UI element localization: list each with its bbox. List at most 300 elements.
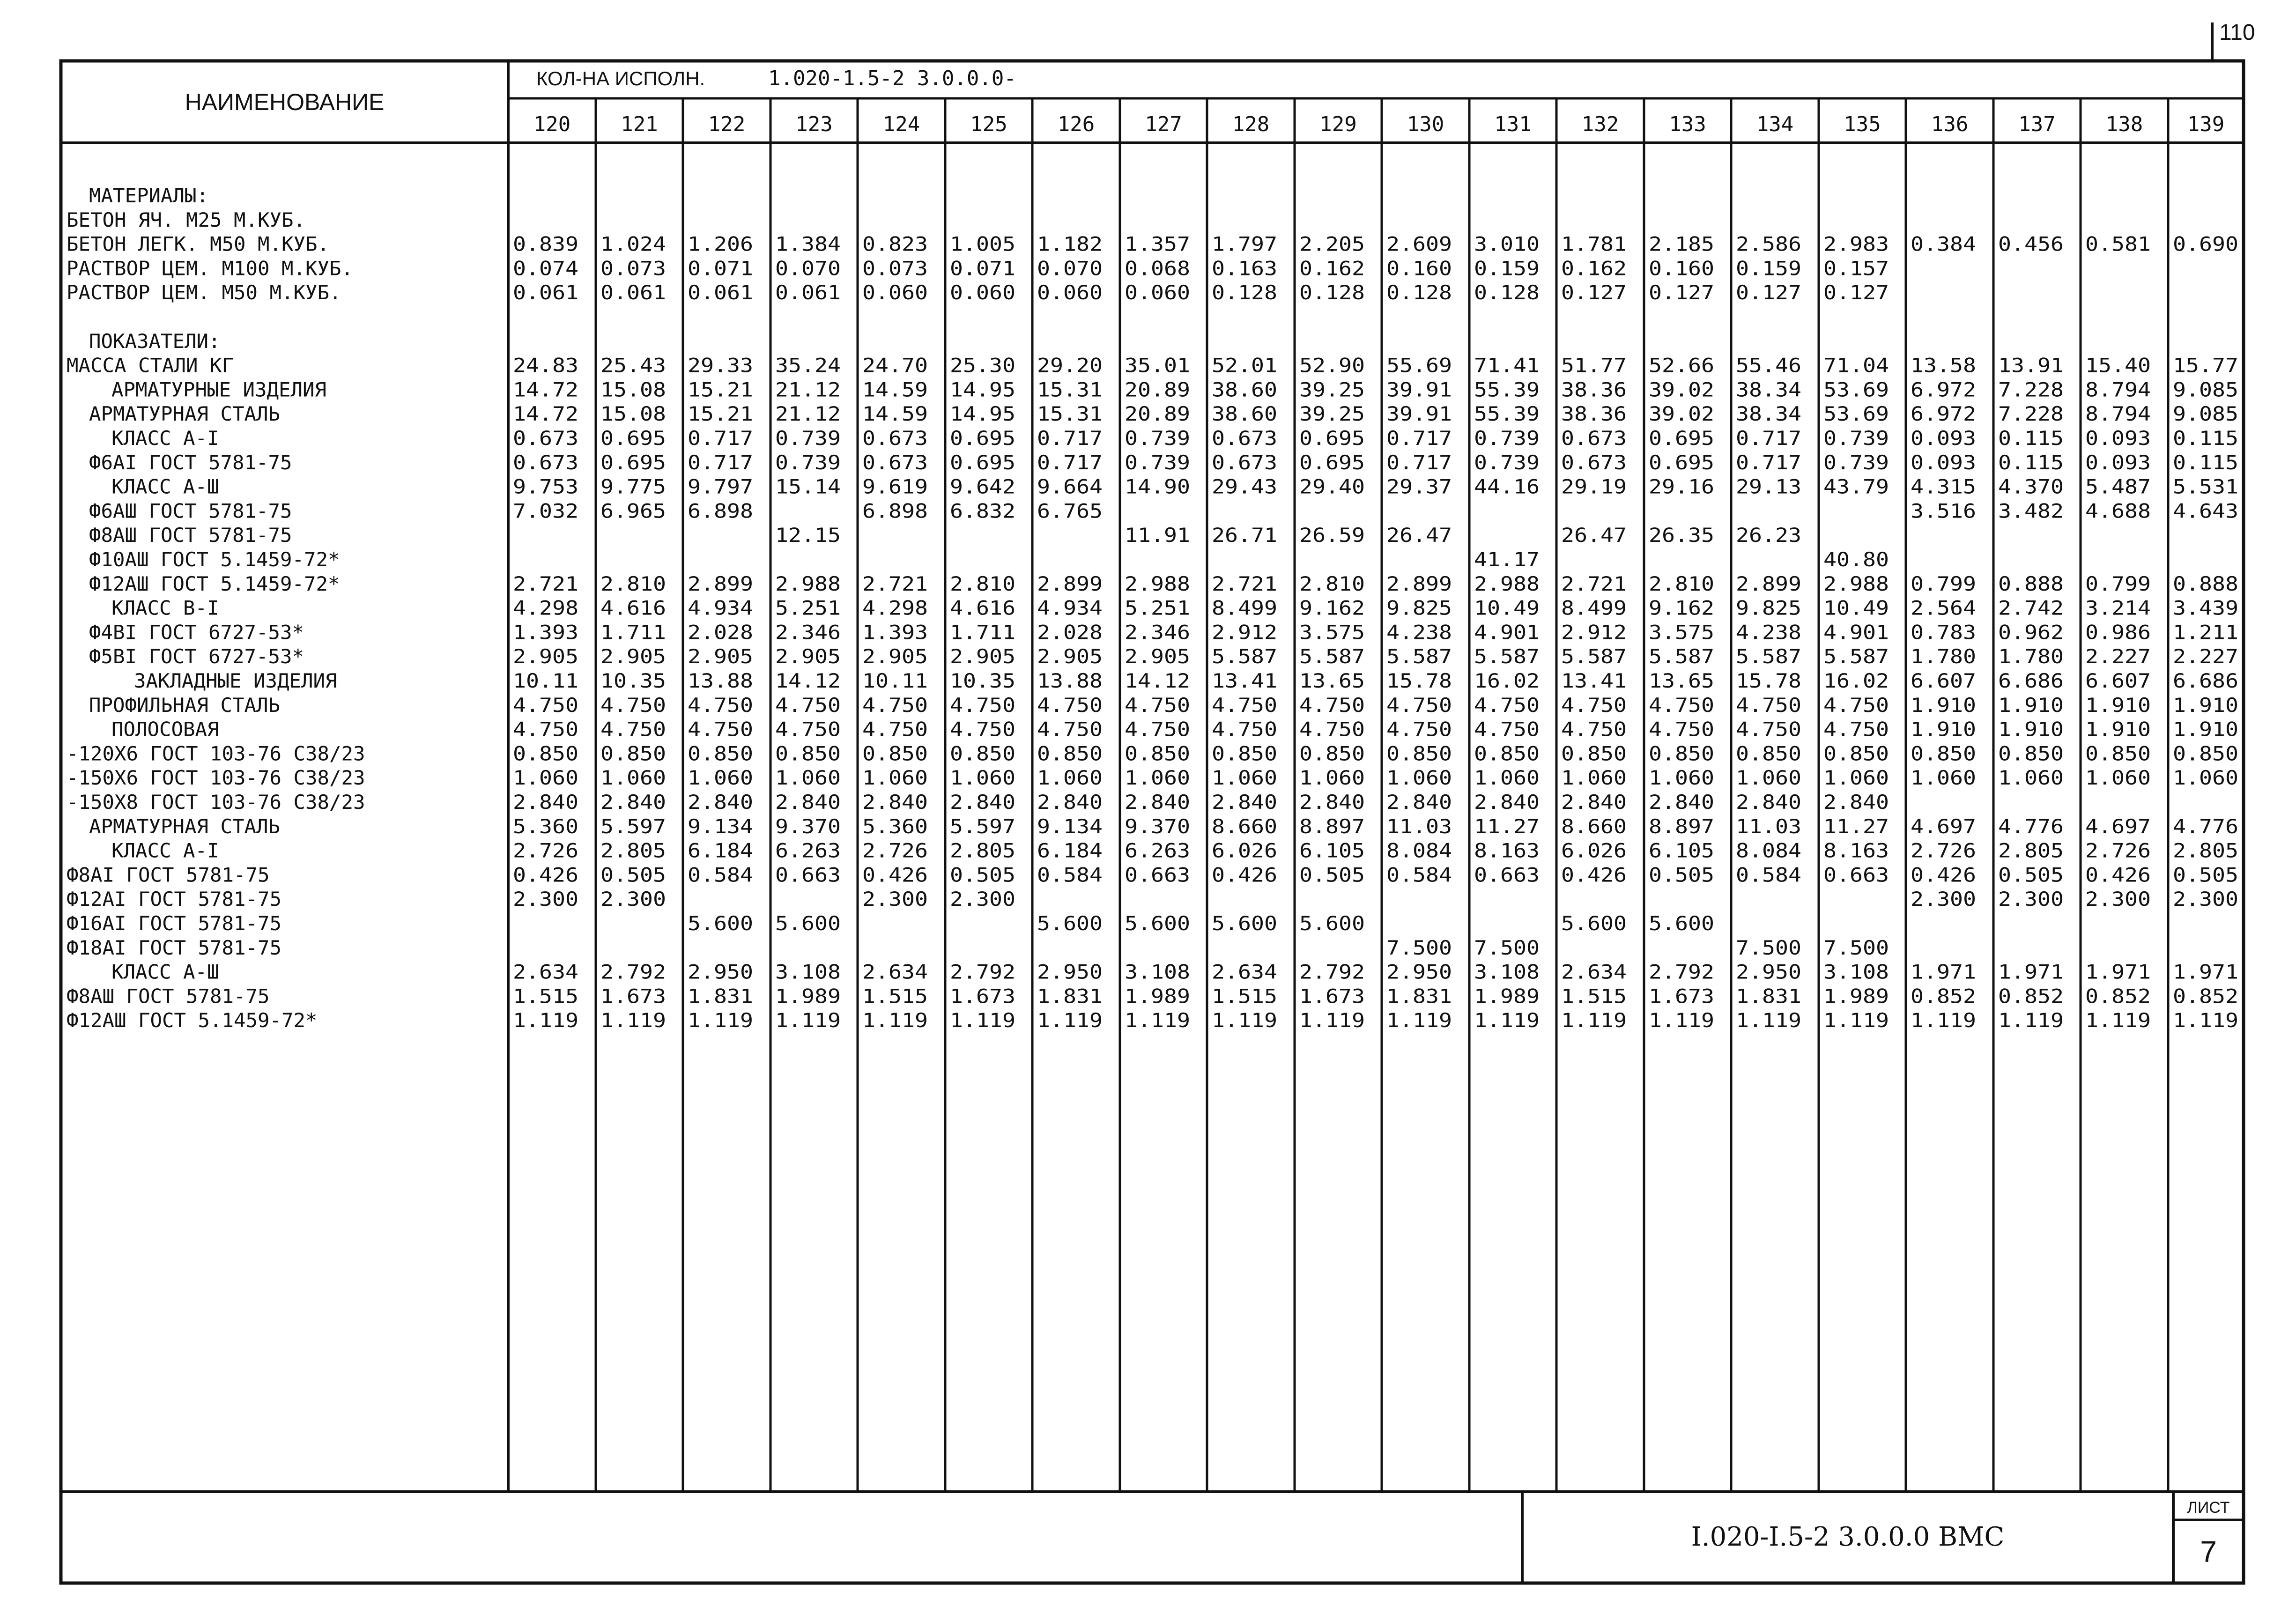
table-cell: 14.59 (862, 378, 928, 401)
table-cell: 26.35 (1649, 524, 1714, 547)
table-cell: 13.65 (1649, 669, 1714, 692)
table-cell: 14.90 (1125, 475, 1190, 498)
table-cell: 5.587 (1299, 645, 1365, 668)
row-label: ПОКАЗАТЕЛИ: (89, 329, 221, 353)
table-cell: 1.119 (1386, 1009, 1452, 1032)
table-cell: 0.160 (1649, 257, 1714, 280)
table-cell: 1.060 (1125, 766, 1190, 790)
table-cell: 2.185 (1649, 232, 1714, 256)
table-cell: 0.426 (1911, 863, 1976, 887)
table-cell: 0.093 (2085, 427, 2151, 450)
row-label: Ф16АI ГОСТ 5781-75 (67, 912, 281, 935)
table-cell: 2.792 (950, 960, 1015, 984)
table-cell: 4.750 (1037, 718, 1103, 741)
table-cell: 38.60 (1212, 402, 1277, 426)
row-label: КЛАСС А-Ш (111, 960, 219, 984)
table-cell: 1.060 (600, 766, 666, 790)
table-cell: 5.600 (775, 912, 841, 935)
table-cell: 2.564 (1911, 596, 1976, 620)
table-cell: 6.686 (2173, 669, 2238, 692)
table-cell: 6.184 (688, 839, 753, 862)
table-cell: 1.910 (2085, 693, 2151, 717)
table-cell: 2.810 (950, 572, 1015, 595)
table-cell: 38.34 (1736, 402, 1801, 426)
table-cell: 15.08 (600, 378, 666, 401)
table-cell: 2.300 (513, 888, 578, 911)
table-cell: 4.238 (1736, 621, 1801, 644)
table-cell: 1.060 (1649, 766, 1714, 790)
table-cell: 2.586 (1736, 232, 1801, 256)
table-cell: 2.840 (1474, 791, 1540, 814)
table-cell: 2.988 (1474, 572, 1540, 595)
column-header: 130 (1407, 112, 1444, 136)
table-cell: 2.950 (688, 960, 753, 984)
row-label: Ф4ВI ГОСТ 6727-53* (89, 621, 304, 644)
table-cell: 2.905 (600, 645, 666, 668)
table-cell: 24.70 (862, 354, 928, 377)
table-cell: 38.36 (1561, 402, 1627, 426)
table-cell: 10.49 (1823, 596, 1889, 620)
table-cell: 4.934 (688, 596, 753, 620)
table-cell: 0.739 (1125, 451, 1190, 474)
column-header: 129 (1319, 112, 1357, 136)
column-header: 138 (2105, 112, 2143, 136)
table-cell: 4.238 (1386, 621, 1452, 644)
table-cell: 4.697 (2085, 814, 2151, 838)
table-cell: 2.721 (513, 572, 578, 595)
table-cell: 71.04 (1823, 354, 1889, 377)
title-block (1522, 1492, 2244, 1583)
table-cell: 1.119 (1474, 1009, 1540, 1032)
table-cell: 44.16 (1474, 475, 1540, 498)
table-cell: 1.211 (2173, 621, 2238, 644)
table-cell: 0.850 (2173, 742, 2238, 765)
table-cell: 1.989 (1474, 985, 1540, 1008)
table-cell: 6.972 (1911, 378, 1976, 401)
table-cell: 2.950 (1736, 960, 1801, 984)
table-cell: 4.750 (1212, 693, 1277, 717)
row-label: -150Х6 ГОСТ 103-76 С38/23 (67, 766, 365, 790)
table-cell: 0.717 (1386, 451, 1452, 474)
table-cell: 1.119 (1037, 1009, 1103, 1032)
table-cell: 1.673 (1299, 985, 1365, 1008)
table-cell: 2.810 (600, 572, 666, 595)
table-cell: 0.128 (1474, 281, 1540, 304)
document-designation: I.020-I.5-2 3.0.0.0 ВМС (1691, 1522, 2005, 1552)
table-cell: 4.750 (1736, 693, 1801, 717)
table-cell: 2.899 (688, 572, 753, 595)
table-cell: 5.587 (1212, 645, 1277, 668)
column-header: 123 (795, 112, 833, 136)
table-cell: 2.840 (600, 791, 666, 814)
column-header: 132 (1581, 112, 1619, 136)
table-cell: 2.300 (2085, 888, 2151, 911)
table-cell: 0.850 (1736, 742, 1801, 765)
table-cell: 0.073 (862, 257, 928, 280)
table-cell: 1.831 (1736, 985, 1801, 1008)
table-cell: 1.119 (862, 1009, 928, 1032)
table-cell: 2.227 (2085, 645, 2151, 668)
column-header: 126 (1057, 112, 1095, 136)
table-cell: 2.028 (1037, 621, 1103, 644)
table-cell: 0.717 (1037, 451, 1103, 474)
table-cell: 5.487 (2085, 475, 2151, 498)
table-cell: 4.298 (513, 596, 578, 620)
table-cell: 15.14 (775, 475, 841, 498)
table-cell: 9.085 (2173, 402, 2238, 426)
table-cell: 2.840 (950, 791, 1015, 814)
table-cell: 9.797 (688, 475, 753, 498)
table-cell: 9.664 (1037, 475, 1103, 498)
table-cell: 0.162 (1561, 257, 1627, 280)
table-cell: 0.061 (513, 281, 578, 304)
table-cell: 13.41 (1561, 669, 1627, 692)
table-cell: 7.228 (1998, 378, 2064, 401)
table-cell: 20.89 (1125, 378, 1190, 401)
table-cell: 4.750 (1823, 718, 1889, 741)
table-cell: 0.061 (688, 281, 753, 304)
table-cell: 0.505 (1649, 863, 1714, 887)
table-cell: 2.205 (1299, 232, 1365, 256)
table-cell: 0.159 (1474, 257, 1540, 280)
table-cell: 2.988 (1125, 572, 1190, 595)
table-cell: 24.83 (513, 354, 578, 377)
table-cell: 4.643 (2173, 499, 2238, 523)
table-cell: 4.370 (1998, 475, 2064, 498)
table-cell: 2.840 (513, 791, 578, 814)
table-cell: 15.31 (1037, 378, 1103, 401)
table-cell: 26.23 (1736, 524, 1801, 547)
table-cell: 43.79 (1823, 475, 1889, 498)
table-cell: 1.393 (862, 621, 928, 644)
table-cell: 1.206 (688, 232, 753, 256)
row-label: АРМАТУРНЫЕ ИЗДЕЛИЯ (111, 378, 326, 401)
table-cell: 15.77 (2173, 354, 2238, 377)
table-cell: 0.888 (1998, 572, 2064, 595)
table-cell: 4.750 (862, 693, 928, 717)
table-cell: 5.597 (600, 814, 666, 838)
table-cell: 0.717 (1736, 451, 1801, 474)
table-cell: 26.71 (1212, 524, 1277, 547)
table-cell: 1.989 (1125, 985, 1190, 1008)
table-cell: 0.799 (2085, 572, 2151, 595)
row-label: Ф6АI ГОСТ 5781-75 (89, 451, 292, 474)
table-cell: 11.27 (1823, 814, 1889, 838)
table-cell: 1.910 (1911, 693, 1976, 717)
row-label: Ф18АI ГОСТ 5781-75 (67, 936, 281, 959)
table-cell: 1.060 (513, 766, 578, 790)
table-cell: 10.35 (600, 669, 666, 692)
row-label: Ф5ВI ГОСТ 6727-53* (89, 645, 304, 668)
table-cell: 1.711 (600, 621, 666, 644)
table-cell: 0.673 (1212, 427, 1277, 450)
table-cell: 5.600 (1561, 912, 1627, 935)
table-cell: 14.72 (513, 402, 578, 426)
table-cell: 0.093 (2085, 451, 2151, 474)
table-cell: 55.69 (1386, 354, 1452, 377)
table-cell: 55.39 (1474, 402, 1540, 426)
table-cell: 2.721 (1212, 572, 1277, 595)
table-cell: 3.482 (1998, 499, 2064, 523)
table-cell: 2.983 (1823, 232, 1889, 256)
table-cell: 1.673 (600, 985, 666, 1008)
row-label: Ф8АШ ГОСТ 5781-75 (67, 985, 270, 1008)
table-cell: 0.850 (1998, 742, 2064, 765)
table-cell: 0.127 (1561, 281, 1627, 304)
table-cell: 6.263 (1125, 839, 1190, 862)
table-cell: 1.060 (1212, 766, 1277, 790)
table-cell: 0.163 (1212, 257, 1277, 280)
table-cell: 2.726 (862, 839, 928, 862)
table-cell: 2.899 (1736, 572, 1801, 595)
table-cell: 1.005 (950, 232, 1015, 256)
table-cell: 1.119 (1998, 1009, 2064, 1032)
table-cell: 5.587 (1649, 645, 1714, 668)
name-column-header: НАИМЕНОВАНИЕ (185, 89, 385, 115)
table-cell: 8.084 (1736, 839, 1801, 862)
table-cell: 26.59 (1299, 524, 1365, 547)
table-cell: 0.850 (1561, 742, 1627, 765)
table-cell: 7.500 (1823, 936, 1889, 959)
table-cell: 1.393 (513, 621, 578, 644)
table-cell: 1.119 (1736, 1009, 1801, 1032)
table-cell: 1.780 (1911, 645, 1976, 668)
table-cell: 0.584 (688, 863, 753, 887)
table-cell: 5.597 (950, 814, 1015, 838)
table-cell: 71.41 (1474, 354, 1540, 377)
table-cell: 0.068 (1125, 257, 1190, 280)
table-cell: 29.13 (1736, 475, 1801, 498)
table-cell: 21.12 (775, 378, 841, 401)
column-header: 128 (1232, 112, 1270, 136)
table-cell: 0.823 (862, 232, 928, 256)
table-cell: 1.797 (1212, 232, 1277, 256)
table-cell: 0.060 (1125, 281, 1190, 304)
table-cell: 3.108 (1474, 960, 1540, 984)
table-cell: 0.426 (513, 863, 578, 887)
table-cell: 40.80 (1823, 548, 1889, 571)
table-cell: 2.905 (513, 645, 578, 668)
table-cell: 0.850 (600, 742, 666, 765)
table-cell: 14.72 (513, 378, 578, 401)
table-cell: 4.750 (1037, 693, 1103, 717)
table-cell: 4.750 (1649, 693, 1714, 717)
row-label: МАТЕРИАЛЫ: (89, 184, 208, 207)
table-cell: 8.897 (1649, 814, 1714, 838)
table-cell: 0.695 (600, 427, 666, 450)
table-cell: 0.850 (513, 742, 578, 765)
table-cell: 38.36 (1561, 378, 1627, 401)
table-cell: 9.775 (600, 475, 666, 498)
table-cell: 0.061 (600, 281, 666, 304)
table-cell: 6.184 (1037, 839, 1103, 862)
table-cell: 1.119 (1823, 1009, 1889, 1032)
table-cell: 0.839 (513, 232, 578, 256)
table-cell: 1.060 (1386, 766, 1452, 790)
table-cell: 2.634 (862, 960, 928, 984)
table-cell: 4.901 (1823, 621, 1889, 644)
table-cell: 2.721 (1561, 572, 1627, 595)
table-cell: 1.971 (2173, 960, 2238, 984)
table-cell: 1.910 (1998, 718, 2064, 741)
table-cell: 29.37 (1386, 475, 1452, 498)
table-cell: 1.989 (1823, 985, 1889, 1008)
table-cell: 6.898 (688, 499, 753, 523)
table-cell: 0.799 (1911, 572, 1976, 595)
table-cell: 6.105 (1299, 839, 1365, 862)
row-label: КЛАСС А-Ш (111, 475, 219, 498)
table-cell: 4.776 (1998, 814, 2064, 838)
table-cell: 13.41 (1212, 669, 1277, 692)
table-cell: 4.750 (1561, 693, 1627, 717)
table-cell: 39.02 (1649, 402, 1714, 426)
table-cell: 5.360 (862, 814, 928, 838)
table-cell: 2.346 (1125, 621, 1190, 644)
table-cell: 0.850 (950, 742, 1015, 765)
table-cell: 3.108 (1823, 960, 1889, 984)
table-cell: 1.119 (950, 1009, 1015, 1032)
table-cell: 1.384 (775, 232, 841, 256)
column-header: 135 (1844, 112, 1881, 136)
table-cell: 1.673 (950, 985, 1015, 1008)
table-cell: 14.95 (950, 402, 1015, 426)
table-cell: 0.852 (1911, 985, 1976, 1008)
table-cell: 0.673 (862, 427, 928, 450)
table-cell: 11.03 (1736, 814, 1801, 838)
table-cell: 4.750 (1299, 718, 1365, 741)
table-cell: 2.840 (1823, 791, 1889, 814)
table-cell: 1.060 (688, 766, 753, 790)
table-cell: 0.093 (1911, 427, 1976, 450)
table-cell: 0.690 (2173, 232, 2238, 256)
row-label: Ф8АШ ГОСТ 5781-75 (89, 524, 292, 547)
table-headers (185, 67, 2225, 136)
table-cell: 0.584 (1386, 863, 1452, 887)
table-cell: 1.357 (1125, 232, 1190, 256)
table-cell: 5.531 (2173, 475, 2238, 498)
table-cell: 0.060 (862, 281, 928, 304)
table-cell: 10.11 (513, 669, 578, 692)
table-cell: 39.02 (1649, 378, 1714, 401)
table-cell: 0.115 (2173, 427, 2238, 450)
table-cell: 2.805 (950, 839, 1015, 862)
table-cell: 2.905 (775, 645, 841, 668)
table-cell: 0.426 (1212, 863, 1277, 887)
table-cell: 4.934 (1037, 596, 1103, 620)
table-cell: 0.850 (1212, 742, 1277, 765)
table-cell: 1.780 (1998, 645, 2064, 668)
table-cell: 4.776 (2173, 814, 2238, 838)
table-cell: 0.695 (1649, 427, 1714, 450)
table-cell: 0.673 (1561, 427, 1627, 450)
table-cell: 0.717 (1386, 427, 1452, 450)
row-label: -150Х8 ГОСТ 103-76 С38/23 (67, 791, 365, 814)
table-cell: 0.850 (1386, 742, 1452, 765)
table-cell: 2.905 (862, 645, 928, 668)
table-cell: 0.115 (1998, 451, 2064, 474)
table-cell: 2.840 (862, 791, 928, 814)
table-cell: 20.89 (1125, 402, 1190, 426)
table-cell: 1.971 (1998, 960, 2064, 984)
table-cells (513, 233, 2238, 1032)
table-cell: 29.40 (1299, 475, 1365, 498)
table-cell: 0.850 (1649, 742, 1714, 765)
table-cell: 2.988 (1823, 572, 1889, 595)
table-cell: 0.162 (1299, 257, 1365, 280)
table-cell: 3.516 (1911, 499, 1976, 523)
table-cell: 1.910 (1998, 693, 2064, 717)
table-cell: 55.46 (1736, 354, 1801, 377)
row-label: КЛАСС А-I (111, 427, 219, 450)
table-cell: 1.515 (1212, 985, 1277, 1008)
table-cell: 3.575 (1299, 621, 1365, 644)
table-cell: 1.119 (513, 1009, 578, 1032)
column-header: 127 (1145, 112, 1182, 136)
table-cell: 1.515 (1561, 985, 1627, 1008)
table-cell: 0.074 (513, 257, 578, 280)
table-cell: 4.750 (1474, 718, 1540, 741)
table-cell: 8.163 (1823, 839, 1889, 862)
table-cell: 1.060 (1823, 766, 1889, 790)
table-cell: 4.616 (600, 596, 666, 620)
table-cell: 0.739 (1823, 451, 1889, 474)
table-cell: 8.794 (2085, 378, 2151, 401)
table-cell: 0.888 (2173, 572, 2238, 595)
table-cell: 0.426 (862, 863, 928, 887)
table-cell: 1.119 (1911, 1009, 1976, 1032)
table-cell: 39.91 (1386, 378, 1452, 401)
table-cell: 0.584 (1037, 863, 1103, 887)
row-label: -120Х6 ГОСТ 103-76 С38/23 (67, 742, 365, 765)
table-cell: 0.850 (1474, 742, 1540, 765)
table-cell: 5.587 (1474, 645, 1540, 668)
table-cell: 10.49 (1474, 596, 1540, 620)
table-cell: 0.852 (1998, 985, 2064, 1008)
table-cell: 8.794 (2085, 402, 2151, 426)
table-cell: 2.726 (513, 839, 578, 862)
table-cell: 55.39 (1474, 378, 1540, 401)
table-cell: 29.19 (1561, 475, 1627, 498)
table-cell: 6.765 (1037, 499, 1103, 523)
table-cell: 4.298 (862, 596, 928, 620)
table-cell: 7.228 (1998, 402, 2064, 426)
row-labels (67, 184, 365, 1032)
column-header: 120 (533, 112, 571, 136)
table-cell: 2.300 (1998, 888, 2064, 911)
table-cell: 0.070 (775, 257, 841, 280)
table-cell: 3.214 (2085, 596, 2151, 620)
table-cell: 5.587 (1736, 645, 1801, 668)
table-cell: 39.25 (1299, 402, 1365, 426)
table-cell: 2.300 (2173, 888, 2238, 911)
table-cell: 0.159 (1736, 257, 1801, 280)
table-cell: 0.673 (862, 451, 928, 474)
table-cell: 0.850 (1823, 742, 1889, 765)
table-cell: 1.060 (1911, 766, 1976, 790)
table-cell: 25.30 (950, 354, 1015, 377)
table-cell: 1.060 (1998, 766, 2064, 790)
table-cell: 4.688 (2085, 499, 2151, 523)
table-cell: 0.128 (1299, 281, 1365, 304)
table-cell: 1.971 (1911, 960, 1976, 984)
table-cell: 2.792 (1299, 960, 1365, 984)
table-cell: 0.061 (775, 281, 841, 304)
table-cell: 0.127 (1736, 281, 1801, 304)
table-cell: 2.634 (513, 960, 578, 984)
table-cell: 4.750 (1561, 718, 1627, 741)
table-cell: 5.600 (688, 912, 753, 935)
table-cell: 1.060 (1037, 766, 1103, 790)
